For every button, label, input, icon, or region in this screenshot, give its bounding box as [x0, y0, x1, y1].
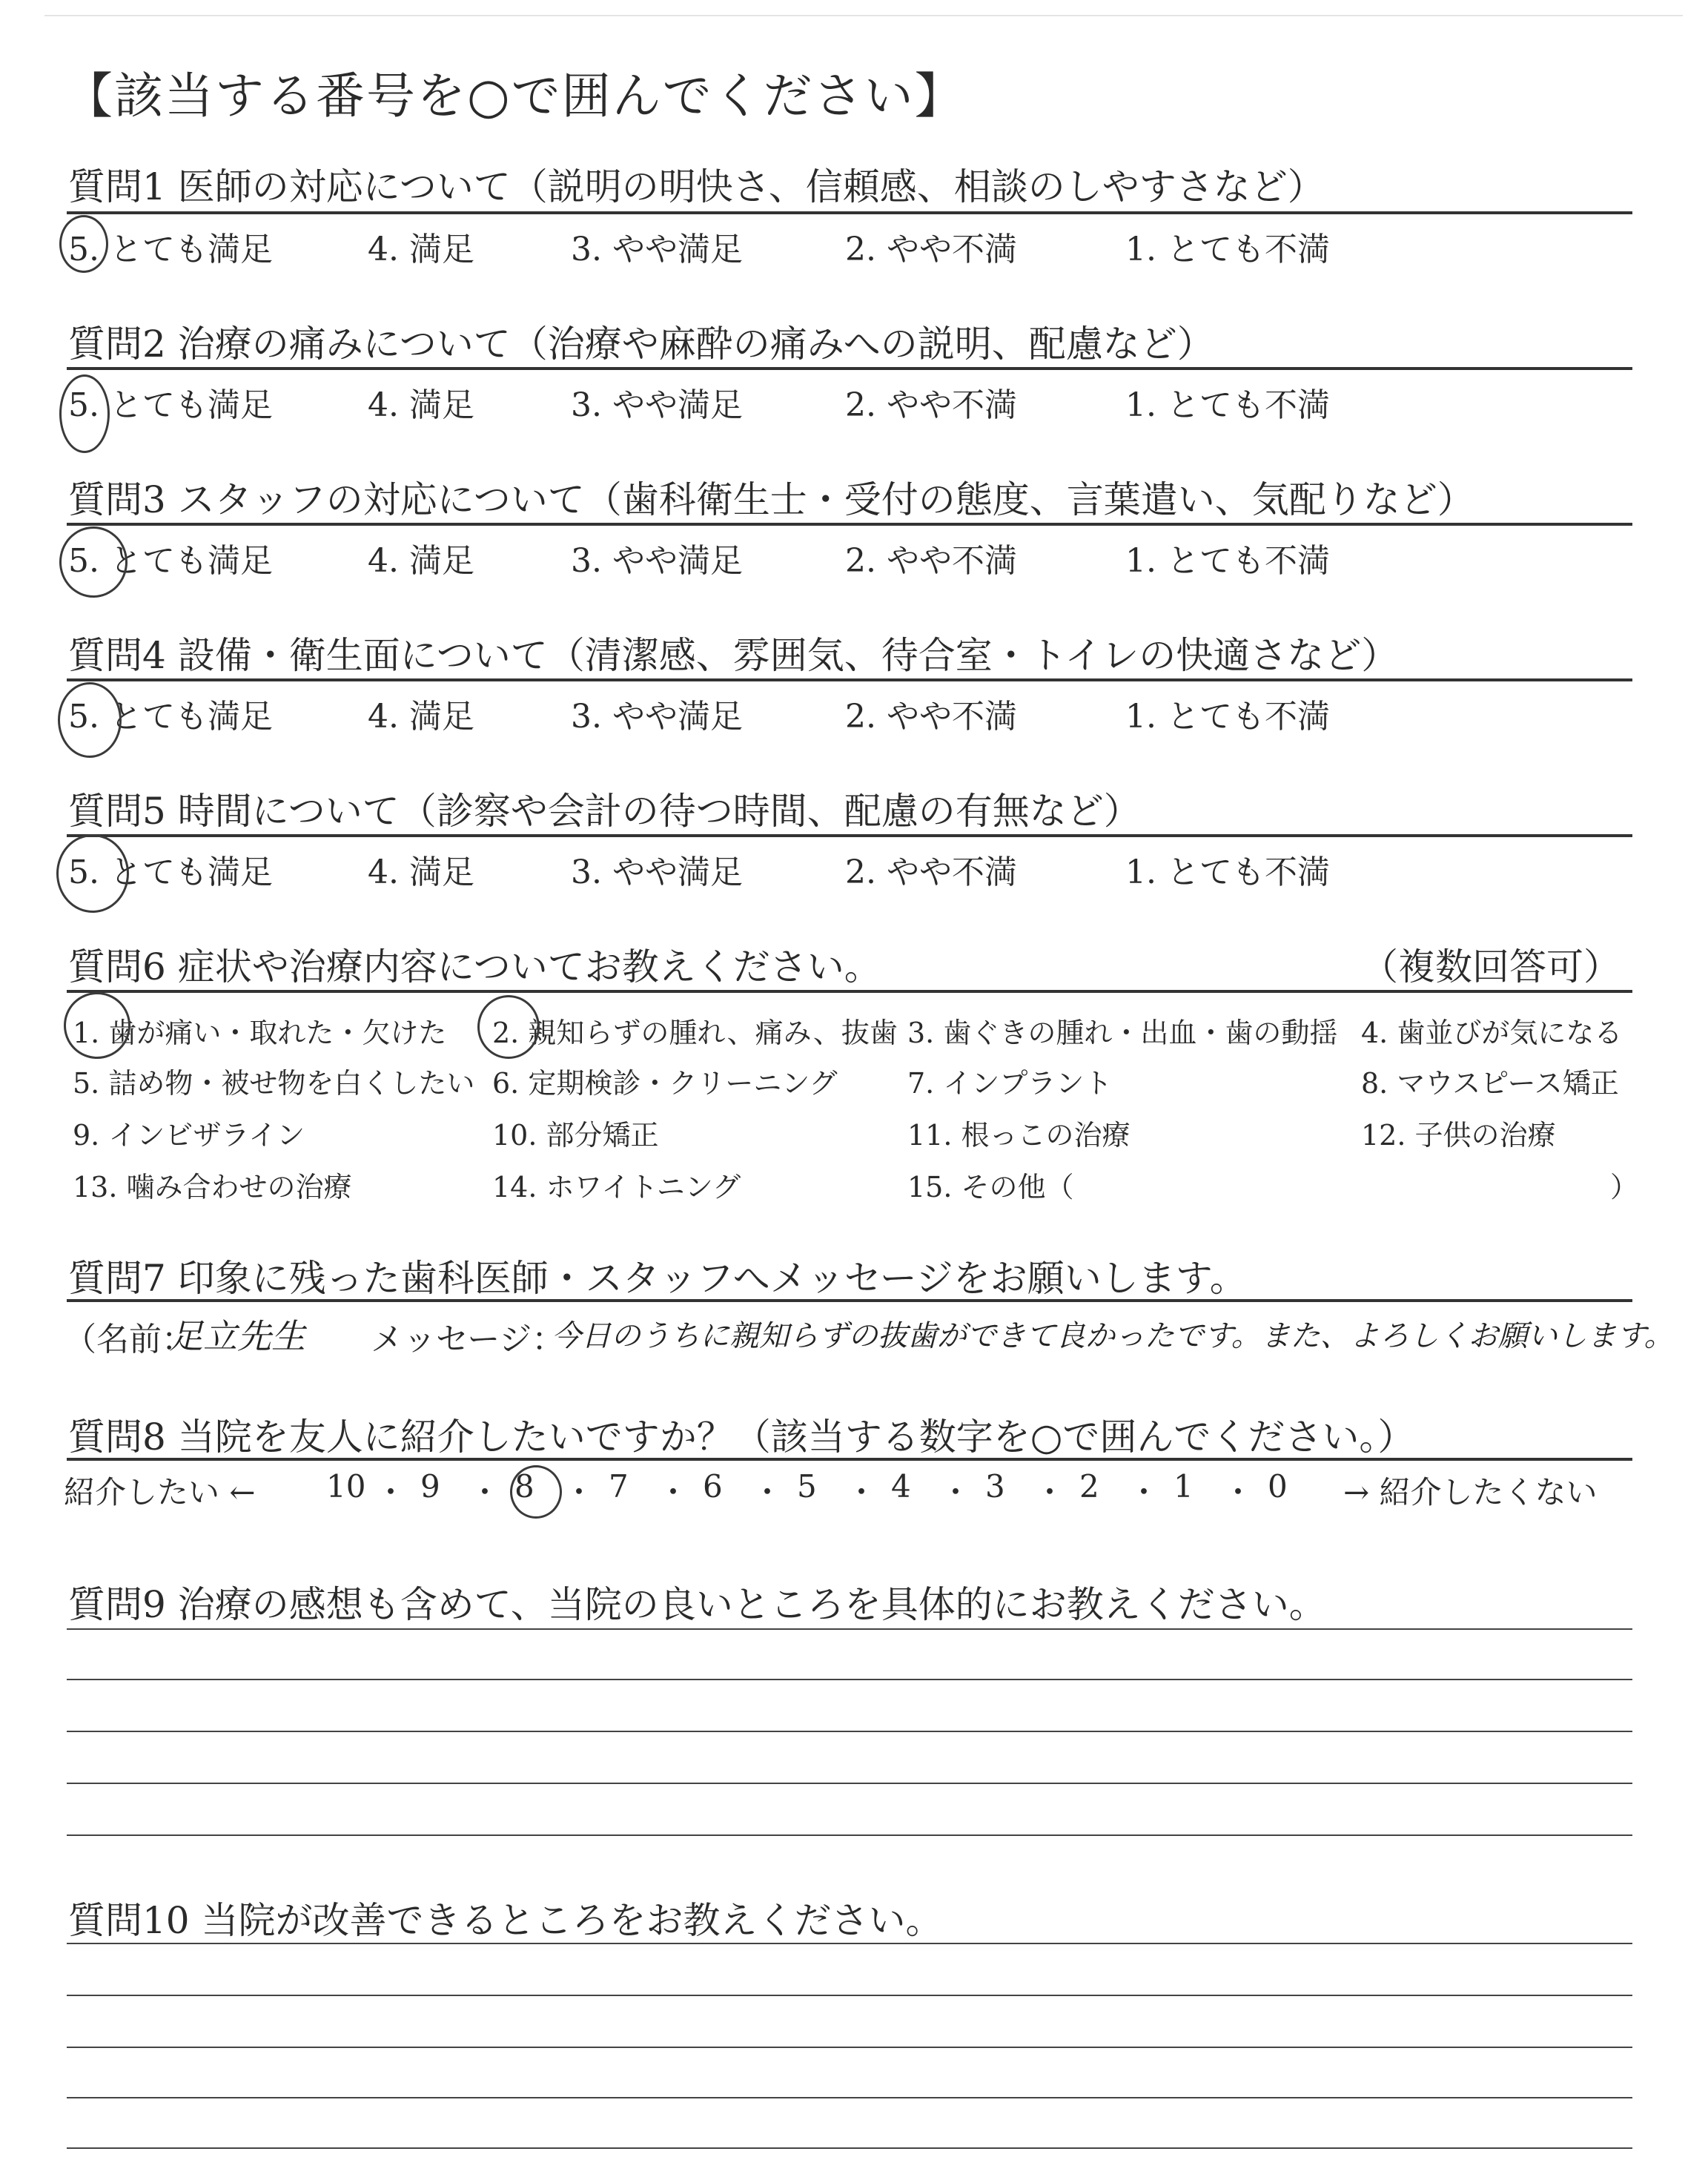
q10-answer-line	[67, 2147, 1632, 2149]
q2-selection-circle	[59, 374, 110, 453]
q10-answer-line	[67, 1995, 1632, 1996]
q4-title: 質問4 設備・衛生面について（清潔感、雰囲気、待合室・トイレの快適さなど）	[68, 634, 1399, 677]
q8-scale-dot: ・	[846, 1474, 878, 1510]
q4-option-2[interactable]: 2. やや不満	[845, 698, 1017, 736]
q1-title: 質問1 医師の対応について（説明の明快さ、信頼感、相談のしやすさなど）	[68, 165, 1325, 208]
q8-scale-dot: ・	[1128, 1474, 1160, 1510]
q4-option-4[interactable]: 4. 満足	[368, 698, 474, 736]
top-border	[44, 15, 1683, 16]
q2-option-5[interactable]: 5. とても満足	[68, 386, 273, 424]
q6-option-1[interactable]: 1. 歯が痛い・取れた・欠けた	[73, 1017, 447, 1049]
q7-message-value[interactable]: 今日のうちに親知らずの抜歯ができて良かったです。また、よろしくお願いします。	[552, 1319, 1674, 1353]
q8-scale-value-3[interactable]: 3	[985, 1468, 1005, 1505]
q5-option-5[interactable]: 5. とても満足	[68, 853, 273, 891]
q8-scale-value-0[interactable]: 0	[1268, 1468, 1288, 1505]
q4-option-3[interactable]: 3. やや満足	[571, 698, 743, 736]
q9-answer-line	[67, 1628, 1632, 1630]
q8-right-label: → 紹介したくない	[1343, 1474, 1598, 1510]
q9-title: 質問9 治療の感想も含めて、当院の良いところを具体的にお教えください。	[68, 1583, 1326, 1626]
q5-selection-circle	[56, 834, 129, 913]
q8-scale-value-1[interactable]: 1	[1174, 1468, 1194, 1505]
q8-left-label: 紹介したい ←	[64, 1474, 256, 1510]
q6-option-13[interactable]: 13. 噛み合わせの治療	[73, 1171, 352, 1203]
q8-scale-dot: ・	[1034, 1474, 1066, 1510]
q10-answer-line	[67, 2047, 1632, 2048]
q5-title: 質問5 時間について（診察や会計の待つ時間、配慮の有無など）	[68, 790, 1141, 833]
q8-selection-circle	[510, 1465, 562, 1519]
q6-option-3[interactable]: 3. 歯ぐきの腫れ・出血・歯の動揺	[907, 1017, 1338, 1049]
q8-scale-value-5[interactable]: 5	[797, 1468, 817, 1505]
q4-option-5[interactable]: 5. とても満足	[68, 698, 273, 736]
q6-option-5[interactable]: 5. 詰め物・被せ物を白くしたい	[73, 1067, 475, 1100]
q2-rule	[67, 367, 1632, 370]
q5-option-1[interactable]: 1. とても不満	[1125, 853, 1330, 891]
q8-scale-value-9[interactable]: 9	[420, 1468, 440, 1505]
q5-option-3[interactable]: 3. やや満足	[571, 853, 743, 891]
q7-title: 質問7 印象に残った歯科医師・スタッフへメッセージをお願いします。	[68, 1257, 1247, 1300]
q8-scale-dot: ・	[1222, 1474, 1254, 1510]
q6-option-15[interactable]: 15. その他（	[907, 1171, 1074, 1203]
q2-option-1[interactable]: 1. とても不満	[1125, 386, 1330, 424]
q8-title: 質問8 当院を友人に紹介したいですか？（該当する数字を○で囲んでください。）	[68, 1416, 1415, 1459]
q6-option-9[interactable]: 9. インビザライン	[73, 1119, 305, 1152]
q7-message-label: メッセージ：	[371, 1321, 565, 1358]
q8-scale-value-7[interactable]: 7	[609, 1468, 629, 1505]
q10-answer-line	[67, 1943, 1632, 1944]
q8-scale-value-4[interactable]: 4	[891, 1468, 911, 1505]
q9-answer-line	[67, 1783, 1632, 1784]
q8-scale-dot: ・	[940, 1474, 972, 1510]
q4-rule	[67, 678, 1632, 681]
q10-title: 質問10 当院が改善できるところをお教えください。	[68, 1899, 943, 1942]
q6-selection-circle-2	[477, 995, 540, 1059]
q8-scale-value-10[interactable]: 10	[326, 1468, 366, 1505]
q3-option-4[interactable]: 4. 満足	[368, 542, 474, 580]
q3-rule	[67, 523, 1632, 526]
q6-option-11[interactable]: 11. 根っこの治療	[907, 1119, 1131, 1152]
q6-option-10[interactable]: 10. 部分矯正	[492, 1119, 659, 1152]
q8-scale-dot: ・	[752, 1474, 784, 1510]
q4-selection-circle	[58, 682, 122, 758]
q4-option-1[interactable]: 1. とても不満	[1125, 698, 1330, 736]
q8-scale-dot: ・	[375, 1474, 407, 1510]
q6-rule	[67, 990, 1632, 993]
q6-note: （複数回答可）	[1361, 945, 1621, 988]
q6-option-6[interactable]: 6. 定期検診・クリーニング	[492, 1067, 838, 1100]
q10-answer-line	[67, 2097, 1632, 2098]
q6-option-2[interactable]: 2. 親知らずの腫れ、痛み、抜歯	[492, 1017, 898, 1049]
q8-scale-value-6[interactable]: 6	[703, 1468, 723, 1505]
q6-selection-circle-1	[64, 992, 130, 1059]
q1-option-5[interactable]: 5. とても満足	[68, 231, 273, 268]
q6-option-14[interactable]: 14. ホワイトニング	[492, 1171, 741, 1203]
page-title: 【該当する番号を○で囲んでください】	[64, 67, 965, 125]
q8-scale-dot: ・	[469, 1474, 501, 1510]
q9-answer-line	[67, 1731, 1632, 1732]
q6-option-8[interactable]: 8. マウスピース矯正	[1361, 1067, 1619, 1100]
q3-option-5[interactable]: 5. とても満足	[68, 542, 273, 580]
q1-option-4[interactable]: 4. 満足	[368, 231, 474, 268]
q1-option-1[interactable]: 1. とても不満	[1125, 231, 1330, 268]
q6-option-12[interactable]: 12. 子供の治療	[1361, 1119, 1556, 1152]
q5-option-4[interactable]: 4. 満足	[368, 853, 474, 891]
q8-scale-value-2[interactable]: 2	[1079, 1468, 1099, 1505]
q5-rule	[67, 834, 1632, 837]
q8-scale-dot: ・	[658, 1474, 689, 1510]
q8-scale-value-8[interactable]: 8	[514, 1468, 534, 1505]
q2-option-3[interactable]: 3. やや満足	[571, 386, 743, 424]
q1-option-3[interactable]: 3. やや満足	[571, 231, 743, 268]
q6-option-7[interactable]: 7. インプラント	[907, 1067, 1113, 1100]
q2-option-4[interactable]: 4. 満足	[368, 386, 474, 424]
q2-title: 質問2 治療の痛みについて（治療や麻酔の痛みへの説明、配慮など）	[68, 323, 1214, 366]
q6-option-15-close: ）	[1610, 1171, 1639, 1203]
q3-option-3[interactable]: 3. やや満足	[571, 542, 743, 580]
q2-option-2[interactable]: 2. やや不満	[845, 386, 1017, 424]
q6-title: 質問6 症状や治療内容についてお教えください。	[68, 945, 881, 988]
q7-name-value[interactable]: 足立先生	[169, 1316, 305, 1356]
q6-option-4[interactable]: 4. 歯並びが気になる	[1361, 1017, 1623, 1049]
q1-rule	[67, 211, 1632, 214]
q1-option-2[interactable]: 2. やや不満	[845, 231, 1017, 268]
q8-rule	[67, 1458, 1632, 1461]
q3-selection-circle	[59, 526, 128, 598]
q3-option-2[interactable]: 2. やや不満	[845, 542, 1017, 580]
q7-name-label: （名前：	[64, 1321, 194, 1358]
q3-title: 質問3 スタッフの対応について（歯科衛生士・受付の態度、言葉遣い、気配りなど）	[68, 478, 1474, 521]
q7-rule	[67, 1299, 1632, 1302]
q9-answer-line	[67, 1834, 1632, 1836]
q9-answer-line	[67, 1679, 1632, 1680]
q5-option-2[interactable]: 2. やや不満	[845, 853, 1017, 891]
q8-scale-dot: ・	[563, 1474, 595, 1510]
q3-option-1[interactable]: 1. とても不満	[1125, 542, 1330, 580]
q1-selection-circle	[59, 215, 108, 273]
